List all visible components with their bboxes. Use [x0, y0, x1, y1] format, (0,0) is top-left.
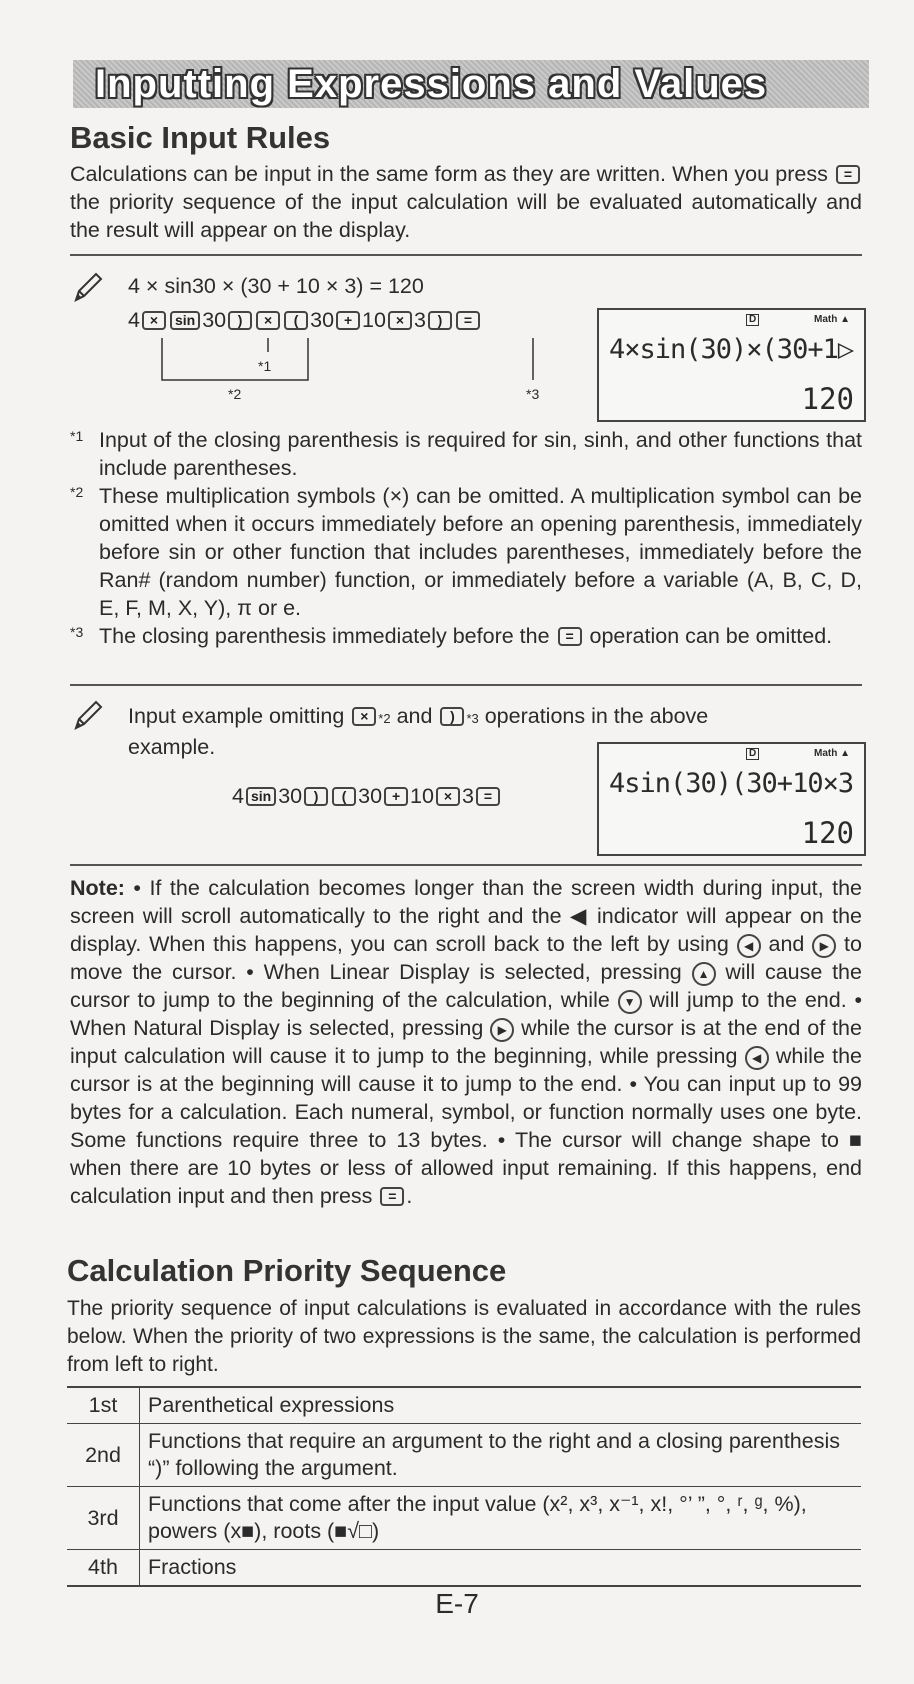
page-number: E-7 [435, 1588, 479, 1619]
equals-key: = [836, 165, 860, 184]
pencil-icon [70, 698, 104, 732]
note-text-5: will jump to the end. • When Natural Display is selected, pressing [70, 988, 862, 1040]
pencil-icon [70, 270, 104, 304]
basic-intro [70, 160, 862, 244]
sin-key: sin [170, 311, 200, 330]
rank-cell: 4th [67, 1550, 140, 1587]
footnote-1: Input of the closing parenthesis is required for sin, sinh, and other functions that include parentheses. [99, 428, 862, 480]
times-key: × [142, 311, 166, 330]
basic-input-rules-heading: Basic Input Rules [70, 120, 331, 155]
close-paren-key: ) [228, 311, 252, 330]
divider [70, 684, 862, 686]
right-arrow-key: ▶ [490, 1018, 514, 1042]
basic-intro-b: the priority sequence of the input calculation will be evaluated automatically and the result will appear on the display. [70, 190, 862, 242]
desc-cell: Fractions [140, 1550, 862, 1587]
example2-key-sequence: 4 sin 30 ) ( 30 + 10 × 3 = [232, 782, 592, 810]
desc-cell: Functions that require an argument to the right and a closing parenthesis “)” following the argument. [140, 1424, 862, 1487]
note-text-4: will cause the cursor to jump to the beginning of the calculation, while [70, 960, 862, 1012]
sin-key: sin [246, 787, 276, 806]
table-row [67, 1424, 861, 1487]
table-row [67, 1550, 861, 1587]
open-paren-key: ( [332, 787, 356, 806]
example2-text-b: and [396, 704, 433, 728]
footnote-3-mark: *3 [70, 624, 84, 640]
example2-description: Input example omitting × *2 and ) *3 operations in the above example. [128, 704, 709, 759]
example2-text-c: operations in the above example. [128, 704, 709, 759]
footnote-3 [99, 622, 862, 650]
close-paren-key: ) [428, 311, 452, 330]
footnote-2: These multiplication symbols (×) can be omitted. A multiplication symbol can be omitted when it occurs immediately before an opening parenthesis, immediately before sin or other function that includes parentheses, immediately before the Ran# (random number) function, or immediately before a variable (A, B, C, D, E, F, M, X, Y), π or e. [99, 484, 862, 620]
note-paragraph: Note: • If the calculation becomes longer than the screen width during input, the screen will scroll automatically to the right and the ◀ indicator will appear on the display. When this happens, you can scroll back to the left by using ◀ and ▶ to move the cursor. • When Linear Display is selected, pressing ▲ will cause the cursor to jump to the beginning of the calculation, while ▼ will jump to the end. • When Natural Display is selected, pressing ▶ while the cursor is at the end of the input calculation will cause it to jump to the beginning, while pressing ◀ while the cursor is at the beginning will cause it to jump to the end. • You can input up to 99 bytes for a calculation. Each numeral, symbol, or function normally uses one byte. Some functions require three to 13 bytes. • The cursor will change shape to ■ when there are 10 bytes or less of allowed input remaining. If this happens, end calculation input and then press = . [70, 876, 863, 1208]
desc-cell: Parenthetical expressions [140, 1387, 862, 1424]
note-text-3: to move the cursor. • When Linear Display is selected, pressing [70, 932, 862, 984]
display-expression: 4sin(30)(30+10×3 [609, 768, 854, 799]
rank-cell: 2nd [67, 1424, 140, 1487]
footnote-3-b: operation can be omitted. [589, 624, 833, 648]
note-text-2: and [768, 932, 805, 956]
table-row [67, 1487, 861, 1550]
down-arrow-key: ▼ [618, 990, 642, 1014]
example2-text-a: Input example omitting [128, 704, 345, 728]
divider [70, 254, 862, 256]
desc-cell: Functions that come after the input value (x², x³, x⁻¹, x!, °’ ”, °, ʳ, ᵍ, %), powers (x■), roots (■√□) [140, 1487, 862, 1550]
section-banner [73, 60, 869, 108]
callout-3: *3 [526, 386, 540, 402]
degree-indicator: D [746, 748, 759, 760]
footnote-3-a: The closing parenthesis immediately before the [99, 624, 550, 648]
note-text-1: If the calculation becomes longer than the screen width during input, the screen will scroll automatically to the right and the ◀ indicator will appear on the display. When this happens, you can scroll back to the left by using [70, 876, 862, 956]
basic-intro-a: Calculations can be input in the same form as they are written. When you press [70, 162, 828, 186]
calculator-display [597, 308, 866, 422]
rank-cell: 3rd [67, 1487, 140, 1550]
footnote-1-mark: *1 [70, 428, 84, 444]
note-text-6: while the cursor is at the end of the input calculation will cause it to jump to the beginning, while pressing [70, 1016, 862, 1068]
example1-key-sequence: 4 × sin 30 ) × ( 30 + 10 × 3 ) = [128, 306, 598, 334]
divider [70, 864, 862, 866]
banner-title: Inputting Expressions and Values [95, 62, 768, 106]
callout-2: *2 [228, 386, 242, 402]
footnote-2-mark: *2 [70, 484, 84, 500]
plus-key: + [384, 787, 408, 806]
equals-key: = [380, 1187, 404, 1206]
times-key: × [256, 311, 280, 330]
math-indicator: Math ▲ [813, 748, 850, 759]
display-expression: 4×sin(30)×(30+1▷ [609, 334, 854, 365]
equals-key: = [456, 311, 480, 330]
display-result: 120 [801, 816, 854, 850]
priority-table [67, 1386, 861, 1587]
plus-key: + [336, 311, 360, 330]
example1-expression: 4 × sin30 × (30 + 10 × 3) = 120 [128, 274, 424, 298]
table-row [67, 1387, 861, 1424]
close-paren-key: ) [304, 787, 328, 806]
priority-intro: The priority sequence of input calculations is evaluated in accordance with the rules below. When the priority of two expressions is the same, the calculation is performed from left to right. [67, 1297, 861, 1376]
degree-indicator: D [746, 314, 759, 326]
callout-brackets [150, 334, 570, 384]
note-text-7: while the cursor is at the beginning will cause it to jump to the end. • You can input up to 99 bytes for a calculation. Each numeral, symbol, or function normally uses one byte. Some functions require three to 13 bytes. • The cursor will change shape to ■ when there are 10 bytes or less of allowed input remaining. If this happens, end calculation input and then press [70, 1044, 863, 1208]
left-arrow-key: ◀ [745, 1046, 769, 1070]
open-paren-key: ( [284, 311, 308, 330]
equals-key: = [476, 787, 500, 806]
calculator-display [597, 742, 866, 856]
equals-key: = [558, 627, 582, 646]
close-paren-key: ) [440, 707, 464, 726]
left-arrow-key: ◀ [737, 934, 761, 958]
rank-cell: 1st [67, 1387, 140, 1424]
times-key: × [352, 707, 376, 726]
callout-1: *1 [258, 358, 272, 374]
times-key: × [388, 311, 412, 330]
right-arrow-key: ▶ [812, 934, 836, 958]
up-arrow-key: ▲ [692, 962, 716, 986]
note-label: Note: [70, 876, 125, 900]
math-indicator: Math ▲ [813, 314, 850, 325]
display-result: 120 [801, 382, 854, 416]
times-key: × [436, 787, 460, 806]
priority-heading: Calculation Priority Sequence [67, 1253, 507, 1288]
